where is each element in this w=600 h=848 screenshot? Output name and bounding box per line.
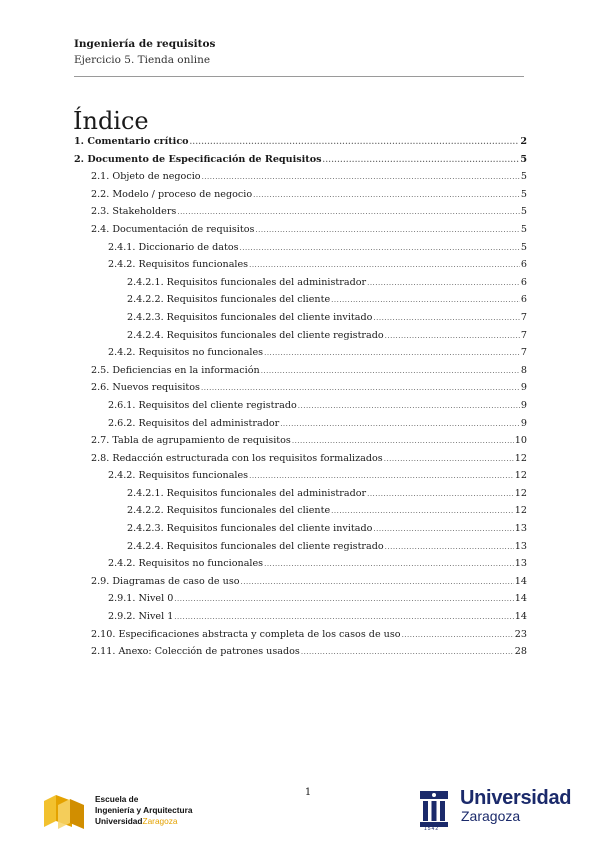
- toc-leader-dots: [264, 560, 514, 568]
- toc-entry-title: 1. Comentario crítico: [74, 136, 189, 147]
- toc-entry-title: 2.4.1. Diccionario de datos: [108, 241, 239, 253]
- toc-entry-title: 2.6. Nuevos requisitos: [91, 382, 200, 394]
- toc-entry-page: 7: [520, 329, 527, 341]
- toc-leader-dots: [323, 155, 520, 164]
- toc-entry-title: 2.3. Stakeholders: [91, 206, 177, 218]
- toc-entry[interactable]: [74, 171, 527, 189]
- toc-leader-dots: [261, 367, 520, 375]
- toc-entry[interactable]: [74, 154, 527, 172]
- toc-entry[interactable]: [74, 400, 527, 418]
- toc-entry-title: 2.4.2. Requisitos no funcionales: [108, 347, 264, 359]
- toc-entry-title: 2.4.2.2. Requisitos funcionales del cliente: [127, 294, 331, 306]
- toc-entry-page: 6: [520, 276, 527, 288]
- toc-leader-dots: [385, 543, 514, 551]
- toc-entry-title: 2.9.1. Nivel 0: [108, 593, 174, 605]
- page-number: 1: [304, 787, 312, 798]
- toc-leader-dots: [240, 244, 520, 252]
- toc-entry-page: 5: [520, 153, 527, 165]
- toc-entry-page: 7: [520, 311, 527, 323]
- toc-entry[interactable]: [74, 646, 527, 664]
- toc-leader-dots: [190, 137, 520, 146]
- toc-entry[interactable]: [74, 294, 527, 312]
- toc-entry-page: 5: [520, 206, 527, 218]
- toc-entry[interactable]: [74, 576, 527, 594]
- toc-entry[interactable]: [74, 488, 527, 506]
- toc-entry[interactable]: [74, 259, 527, 277]
- toc-entry-page: 14: [514, 575, 527, 587]
- toc-leader-dots: [331, 296, 520, 304]
- toc-entry-page: 8: [520, 364, 527, 376]
- toc-entry-page: 9: [520, 382, 527, 394]
- school-line-1: Escuela de: [95, 794, 139, 804]
- toc-entry-page: 13: [514, 540, 527, 552]
- course-title: Ingeniería de requisitos: [74, 38, 216, 50]
- toc-entry-title: 2.7. Tabla de agrupamiento de requisitos: [91, 435, 291, 447]
- toc-entry-title: 2.4.2. Requisitos funcionales: [108, 470, 249, 482]
- toc-entry[interactable]: [74, 382, 527, 400]
- toc-entry-title: 2.4.2. Requisitos funcionales: [108, 259, 249, 271]
- toc-leader-dots: [280, 420, 520, 428]
- header-rule: [74, 76, 524, 77]
- toc-entry-title: 2.6.2. Requisitos del administrador: [108, 417, 280, 429]
- toc-leader-dots: [249, 261, 520, 269]
- toc-entry-title: 2. Documento de Especificación de Requisitos: [74, 153, 322, 165]
- toc-leader-dots: [174, 595, 513, 603]
- toc-entry-title: 2.10. Especificaciones abstracta y completa de los casos de uso: [91, 628, 401, 640]
- toc-leader-dots: [202, 173, 520, 181]
- toc-entry[interactable]: [74, 242, 527, 260]
- school-city: Zaragoza: [142, 816, 178, 826]
- toc-entry-page: 12: [514, 487, 527, 499]
- toc-entry[interactable]: [74, 629, 527, 647]
- table-of-contents: [74, 136, 527, 664]
- toc-entry-title: 2.4. Documentación de requisitos: [91, 223, 255, 235]
- toc-entry[interactable]: [74, 593, 527, 611]
- toc-entry[interactable]: [74, 453, 527, 471]
- toc-entry-title: 2.4.2.3. Requisitos funcionales del cliente invitado: [127, 311, 373, 323]
- toc-entry[interactable]: [74, 136, 527, 154]
- toc-entry-page: 10: [514, 435, 527, 447]
- toc-leader-dots: [264, 349, 520, 357]
- toc-entry[interactable]: [74, 435, 527, 453]
- toc-entry-page: 5: [520, 241, 527, 253]
- exercise-subtitle: Ejercicio 5. Tienda online: [74, 54, 211, 66]
- toc-leader-dots: [177, 208, 520, 216]
- toc-entry-page: 2: [520, 136, 527, 147]
- toc-entry-title: 2.2. Modelo / proceso de negocio: [91, 188, 253, 200]
- toc-entry-page: 13: [514, 523, 527, 535]
- toc-entry[interactable]: [74, 189, 527, 207]
- toc-entry-title: 2.4.2.4. Requisitos funcionales del cliente registrado: [127, 540, 384, 552]
- toc-entry[interactable]: [74, 418, 527, 436]
- toc-entry[interactable]: [74, 541, 527, 559]
- toc-entry-page: 14: [514, 593, 527, 605]
- toc-leader-dots: [373, 525, 513, 533]
- toc-entry-page: 9: [520, 417, 527, 429]
- toc-entry-title: 2.11. Anexo: Colección de patrones usados: [91, 646, 300, 658]
- running-header: [74, 37, 215, 67]
- toc-entry[interactable]: [74, 330, 527, 348]
- toc-entry-page: 6: [520, 294, 527, 306]
- toc-entry-title: 2.1. Objeto de negocio: [91, 171, 201, 183]
- toc-entry-page: 5: [520, 223, 527, 235]
- toc-entry-title: 2.4.2.1. Requisitos funcionales del administrador: [127, 276, 367, 288]
- toc-leader-dots: [367, 490, 514, 498]
- toc-entry-page: 5: [520, 188, 527, 200]
- toc-leader-dots: [373, 314, 519, 322]
- toc-entry-title: 2.4.2. Requisitos no funcionales: [108, 558, 264, 570]
- toc-leader-dots: [253, 191, 520, 199]
- toc-leader-dots: [249, 472, 514, 480]
- toc-entry-title: 2.6.1. Requisitos del cliente registrado: [108, 399, 297, 411]
- university-year: 1542: [424, 826, 440, 832]
- toc-entry-page: 12: [514, 452, 527, 464]
- toc-entry-page: 7: [520, 347, 527, 359]
- toc-entry-title: 2.4.2.4. Requisitos funcionales del cliente registrado: [127, 329, 384, 341]
- page-title: Índice: [73, 107, 149, 136]
- toc-entry[interactable]: [74, 558, 527, 576]
- toc-leader-dots: [385, 332, 520, 340]
- toc-entry-page: 23: [514, 628, 527, 640]
- school-name: [95, 794, 192, 827]
- toc-entry-title: 2.5. Deficiencias en la información: [91, 364, 260, 376]
- toc-leader-dots: [384, 455, 514, 463]
- toc-entry[interactable]: [74, 206, 527, 224]
- toc-leader-dots: [402, 631, 514, 639]
- toc-entry-page: 12: [514, 470, 527, 482]
- toc-entry-page: 12: [514, 505, 527, 517]
- university-name: Universidad: [460, 787, 572, 809]
- toc-entry-page: 6: [520, 259, 527, 271]
- toc-leader-dots: [367, 279, 520, 287]
- toc-entry-title: 2.4.2.3. Requisitos funcionales del cliente invitado: [127, 523, 373, 535]
- university-logo: [418, 786, 578, 834]
- toc-entry[interactable]: [74, 470, 527, 488]
- toc-entry[interactable]: [74, 347, 527, 365]
- toc-entry-title: 2.8. Redacción estructurada con los requisitos formalizados: [91, 452, 383, 464]
- toc-entry-title: 2.4.2.1. Requisitos funcionales del administrador: [127, 487, 367, 499]
- toc-leader-dots: [298, 402, 520, 410]
- toc-entry-page: 28: [514, 646, 527, 658]
- toc-entry[interactable]: [74, 312, 527, 330]
- toc-leader-dots: [301, 648, 514, 656]
- school-university: Universidad: [95, 816, 143, 826]
- toc-entry[interactable]: [74, 523, 527, 541]
- school-logo: [42, 791, 222, 833]
- toc-entry-page: 5: [520, 171, 527, 183]
- university-city: Zaragoza: [461, 808, 521, 824]
- toc-entry-page: 13: [514, 558, 527, 570]
- toc-entry-page: 14: [514, 611, 527, 623]
- toc-entry-page: 9: [520, 399, 527, 411]
- toc-leader-dots: [174, 613, 513, 621]
- toc-entry[interactable]: [74, 277, 527, 295]
- toc-leader-dots: [201, 384, 520, 392]
- toc-entry[interactable]: [74, 505, 527, 523]
- toc-entry-title: 2.4.2.2. Requisitos funcionales del cliente: [127, 505, 331, 517]
- toc-entry[interactable]: [74, 365, 527, 383]
- toc-leader-dots: [255, 226, 519, 234]
- eina-logo-icon: [42, 791, 86, 831]
- toc-entry[interactable]: [74, 224, 527, 242]
- toc-entry-title: 2.9. Diagramas de caso de uso: [91, 575, 240, 587]
- toc-leader-dots: [331, 507, 514, 515]
- school-line-2: Ingeniería y Arquitectura: [95, 805, 193, 815]
- toc-leader-dots: [241, 578, 514, 586]
- toc-entry-title: 2.9.2. Nivel 1: [108, 611, 174, 623]
- toc-entry[interactable]: [74, 611, 527, 629]
- toc-leader-dots: [292, 437, 514, 445]
